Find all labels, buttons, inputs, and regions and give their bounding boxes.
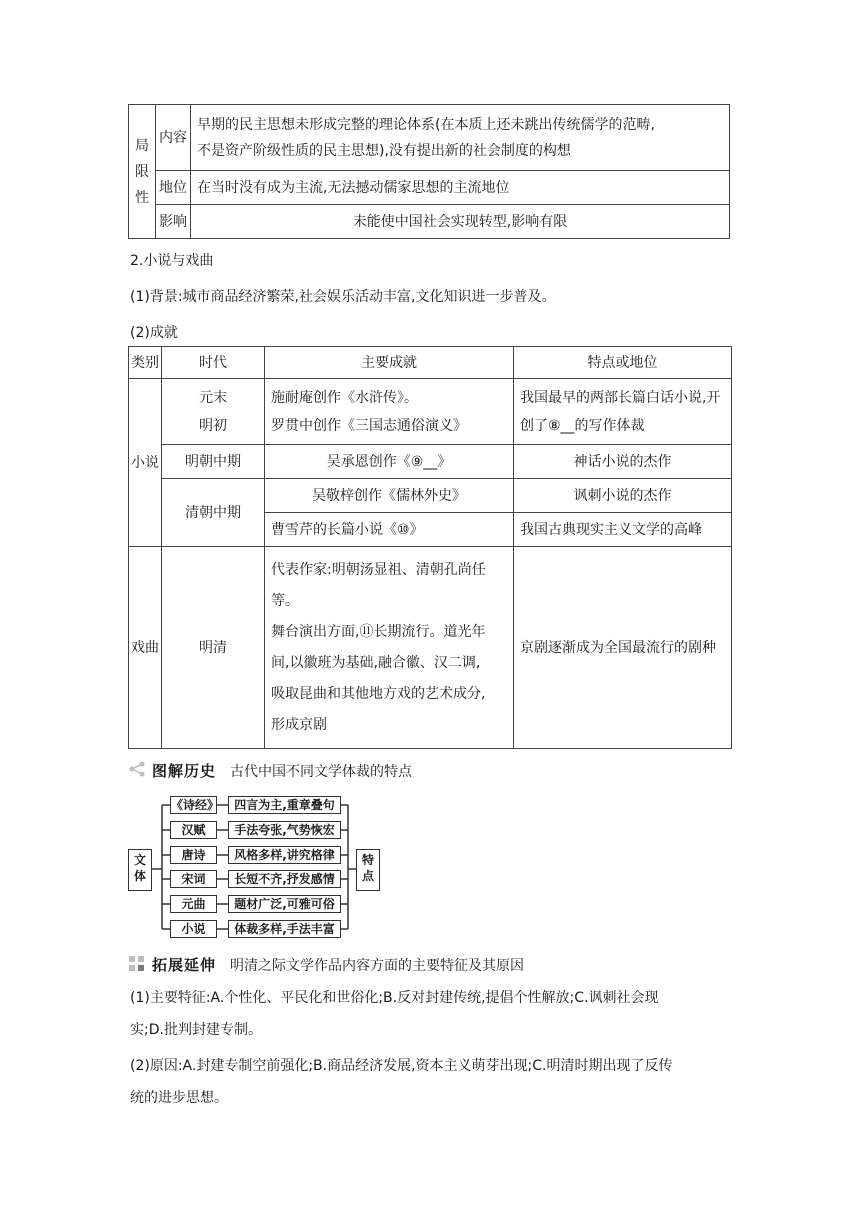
- row-content-text: [191, 105, 730, 171]
- limitations-table: [128, 104, 730, 239]
- feature-box: 长短不齐,抒发感情: [228, 870, 341, 888]
- row-status-text: 在当时没有成为主流,无法撼动儒家思想的主流地位: [191, 171, 730, 205]
- extension-line: 实;D.批判封建专制。: [130, 1022, 262, 1038]
- genre-box: 小说: [170, 920, 217, 938]
- genre-box: 汉赋: [170, 821, 217, 839]
- text-line: 代表作家:明朝汤显祖、清朝孔尚任: [271, 561, 486, 578]
- diagram-heading-title: 图解历史: [152, 762, 217, 780]
- row-label-content: 内容: [156, 105, 191, 171]
- row-label-impact: 影响: [156, 205, 191, 239]
- section-title: 2.小说与戏曲: [130, 253, 214, 269]
- text-line: 形成京剧: [271, 716, 327, 733]
- extension-heading-subtitle: 明清之际文学作品内容方面的主要特征及其原因: [230, 958, 524, 974]
- text-line: 间,以徽班为基础,融合徽、汉二调,: [271, 654, 481, 671]
- diagram-heading-subtitle: 古代中国不同文学体裁的特点: [230, 764, 412, 780]
- background-text: (1)背景:城市商品经济繁荣,社会娱乐活动丰富,文化知识进一步普及。: [130, 289, 556, 305]
- text-line: 不是资产阶级性质的民主思想),没有提出新的社会制度的构想: [197, 142, 571, 159]
- feature-box: 手法夸张,气势恢宏: [228, 821, 341, 839]
- era-line: 明初: [199, 417, 227, 434]
- left-label-box: 文体: [128, 849, 152, 891]
- feature-box: 风格多样,讲究格律: [228, 846, 341, 864]
- text-line: 早期的民主思想未形成完整的理论体系(在本质上还未跳出传统儒学的范畴,: [197, 116, 655, 133]
- row-label-status: 地位: [156, 171, 191, 205]
- right-label-box: 特点: [356, 849, 380, 891]
- genre-box: 元曲: [170, 895, 217, 913]
- text-line: 我国最早的两部长篇白话小说,开: [520, 389, 721, 406]
- genre-box: 唐诗: [170, 846, 217, 864]
- diagram-connectors: [128, 793, 390, 941]
- achievement-drama: [265, 547, 514, 749]
- share-icon: [128, 760, 150, 778]
- feature-box: 体裁多样,手法丰富: [228, 920, 341, 938]
- row-header-char: 性: [135, 189, 149, 206]
- era-ming-mid: 明朝中期: [162, 445, 265, 479]
- category-novel: 小说: [129, 379, 162, 547]
- category-drama: 戏曲: [129, 547, 162, 749]
- header-achievement: 主要成就: [265, 347, 514, 379]
- row-impact-text: 未能使中国社会实现转型,影响有限: [191, 205, 730, 239]
- achievement-qing-1: 吴敬梓创作《儒林外史》: [265, 479, 514, 513]
- extension-line: (2)原因:A.封建专制空前强化;B.商品经济发展,资本主义萌芽出现;C.明清时期出现了反传: [130, 1058, 673, 1074]
- era-qing-mid: 清朝中期: [162, 479, 265, 547]
- header-feature: 特点或地位: [514, 347, 732, 379]
- feature-qing-2: 我国古典现实主义文学的高峰: [514, 513, 732, 547]
- header-era: 时代: [162, 347, 265, 379]
- text-line: 吸取昆曲和其他地方戏的艺术成分,: [271, 685, 486, 702]
- genre-box: 宋词: [170, 870, 217, 888]
- achievement-heading: (2)成就: [130, 325, 178, 341]
- achievement-qing-2: 曹雪芹的长篇小说《⑩》: [265, 513, 514, 547]
- extension-line: 统的进步思想。: [130, 1090, 228, 1106]
- feature-drama: 京剧逐渐成为全国最流行的剧种: [514, 547, 732, 749]
- row-header-char: 限: [135, 163, 149, 180]
- feature-box: 四言为主,重章叠句: [228, 796, 341, 814]
- literature-table: [128, 346, 732, 749]
- era-yuanmo: [162, 379, 265, 445]
- row-header-char: 局: [135, 137, 149, 154]
- text-line: 罗贯中创作《三国志通俗演义》: [271, 417, 467, 434]
- text-line: 施耐庵创作《水浒传》。: [271, 389, 418, 406]
- limitations-row-header: [129, 105, 156, 239]
- achievement-ming: 吴承恩创作《⑨__》: [265, 445, 514, 479]
- feature-qing-1: 讽刺小说的杰作: [514, 479, 732, 513]
- feature-yuanmo: [514, 379, 732, 445]
- text-line: 创了⑧__的写作体裁: [520, 417, 645, 434]
- extension-line: (1)主要特征:A.个性化、平民化和世俗化;B.反对封建传统,提倡个性解放;C.讽刺社会现: [130, 990, 659, 1006]
- feature-ming: 神话小说的杰作: [514, 445, 732, 479]
- grid-icon: [128, 955, 146, 973]
- genre-box: 《诗经》: [171, 798, 220, 812]
- achievement-yuanmo: [265, 379, 514, 445]
- header-category: 类别: [129, 347, 162, 379]
- feature-box: 题材广泛,可雅可俗: [228, 895, 341, 913]
- genre-diagram: [128, 793, 390, 941]
- era-line: 元末: [199, 389, 227, 406]
- extension-heading-title: 拓展延伸: [152, 956, 217, 974]
- text-line: 等。: [271, 592, 299, 609]
- era-drama: 明清: [162, 547, 265, 749]
- text-line: 舞台演出方面,⑪长期流行。道光年: [271, 623, 486, 640]
